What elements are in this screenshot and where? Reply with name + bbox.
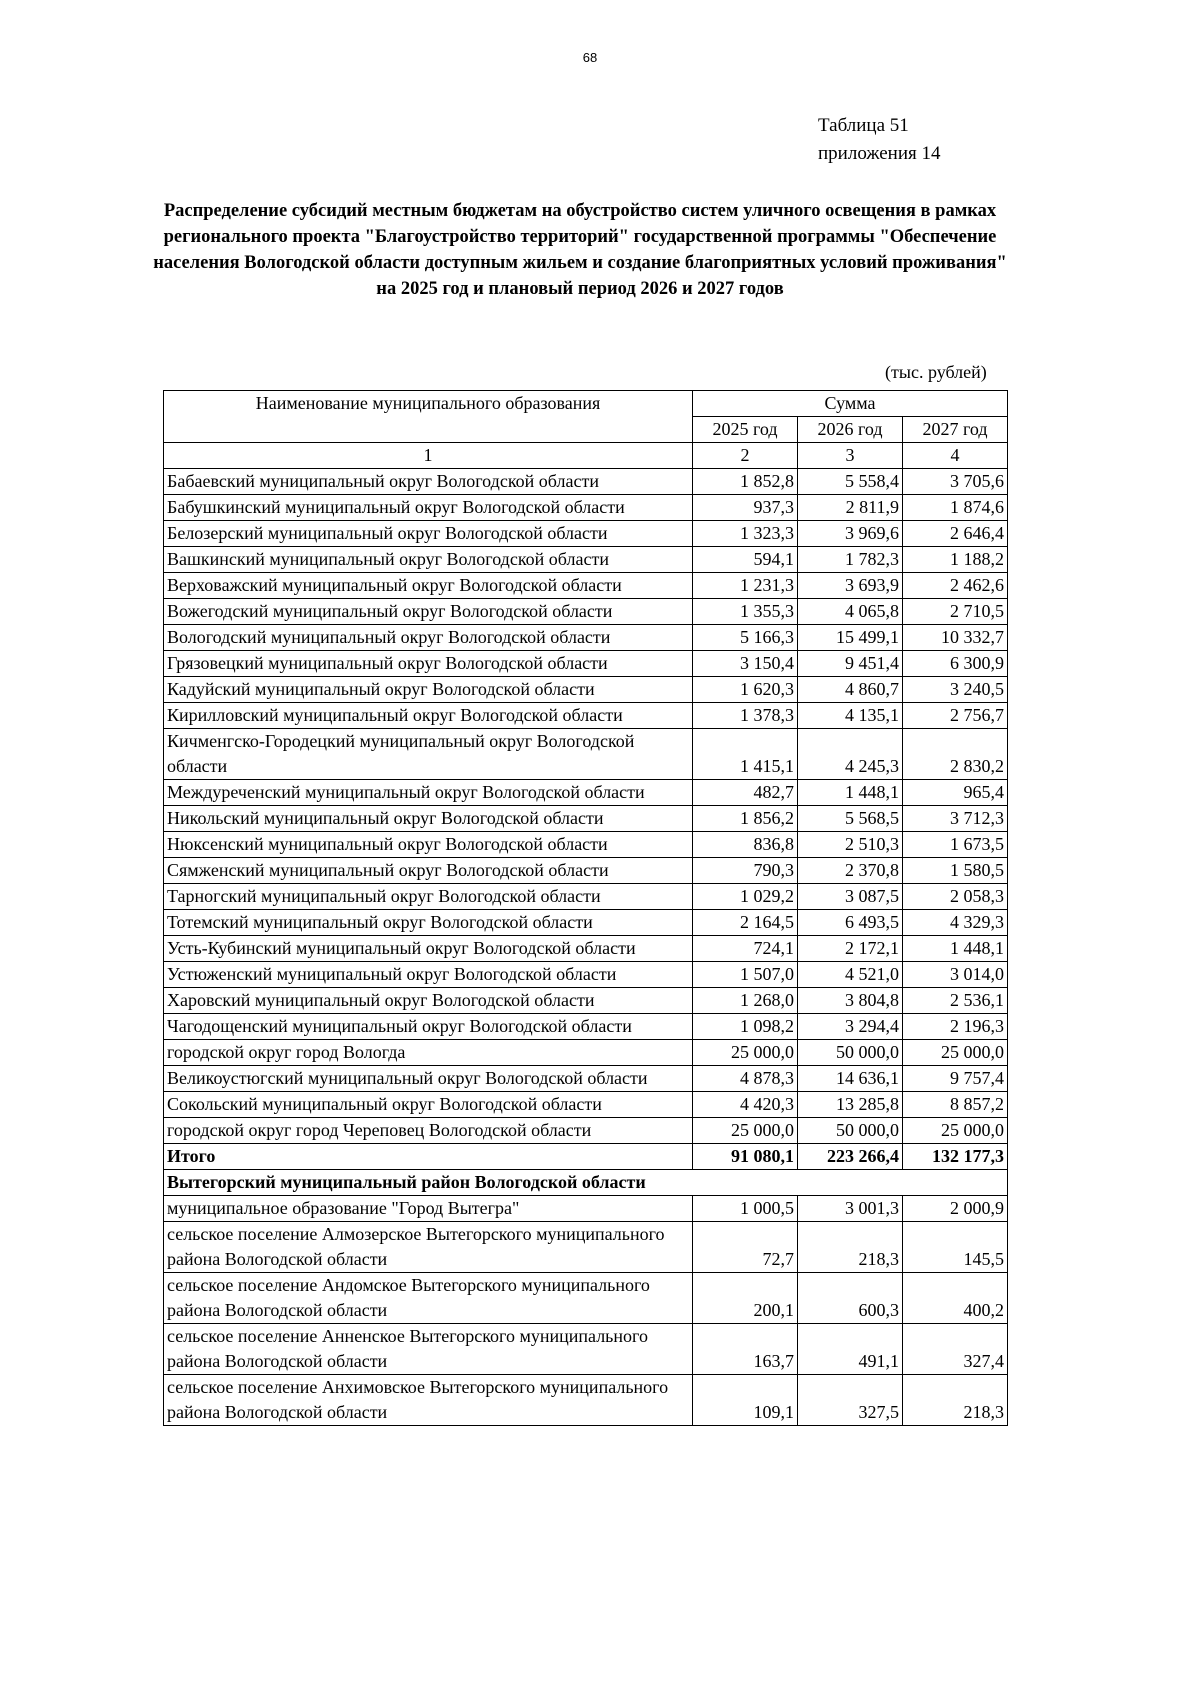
row-name: городской округ город Череповец Вологодской области (164, 1118, 693, 1144)
value-2027: 965,4 (903, 780, 1008, 806)
section-title: Вытегорский муниципальный район Вологодской области (164, 1170, 1008, 1196)
value-2025: 1 000,5 (693, 1196, 798, 1222)
value-2025: 482,7 (693, 780, 798, 806)
value-2027: 25 000,0 (903, 1040, 1008, 1066)
value-2026: 2 172,1 (798, 936, 903, 962)
value-2027: 2 058,3 (903, 884, 1008, 910)
value-2027: 400,2 (903, 1273, 1008, 1324)
value-2025: 1 378,3 (693, 703, 798, 729)
value-2027: 2 462,6 (903, 573, 1008, 599)
value-2025: 25 000,0 (693, 1118, 798, 1144)
value-2026: 3 693,9 (798, 573, 903, 599)
row-name: Сокольский муниципальный округ Вологодской области (164, 1092, 693, 1118)
value-2026: 50 000,0 (798, 1040, 903, 1066)
value-2027: 9 757,4 (903, 1066, 1008, 1092)
value-2025: 2 164,5 (693, 910, 798, 936)
header-row (164, 391, 1008, 417)
table-row (164, 1375, 1008, 1426)
table-row (164, 469, 1008, 495)
value-2026: 6 493,5 (798, 910, 903, 936)
value-2027: 1 448,1 (903, 936, 1008, 962)
value-2026: 4 245,3 (798, 729, 903, 780)
value-2026: 4 860,7 (798, 677, 903, 703)
value-2026: 1 782,3 (798, 547, 903, 573)
row-name: Кадуйский муниципальный округ Вологодской области (164, 677, 693, 703)
header-sum: Сумма (693, 391, 1008, 417)
value-2026: 13 285,8 (798, 1092, 903, 1118)
title-period: на 2025 год и плановый период 2026 и 2027 годов (376, 279, 784, 299)
value-2025: 4 420,3 (693, 1092, 798, 1118)
value-2027: 2 756,7 (903, 703, 1008, 729)
value-2027: 1 188,2 (903, 547, 1008, 573)
row-name: Великоустюгский муниципальный округ Вологодской области (164, 1066, 693, 1092)
value-2026: 223 266,4 (798, 1144, 903, 1170)
value-2025: 1 355,3 (693, 599, 798, 625)
value-2027: 2 000,9 (903, 1196, 1008, 1222)
value-2027: 25 000,0 (903, 1118, 1008, 1144)
table-row (164, 936, 1008, 962)
value-2027: 3 712,3 (903, 806, 1008, 832)
value-2027: 4 329,3 (903, 910, 1008, 936)
value-2025: 1 415,1 (693, 729, 798, 780)
section-header-row (164, 1170, 1008, 1196)
table-row (164, 1092, 1008, 1118)
value-2026: 14 636,1 (798, 1066, 903, 1092)
value-2026: 600,3 (798, 1273, 903, 1324)
value-2026: 491,1 (798, 1324, 903, 1375)
row-name: Вологодский муниципальный округ Вологодской области (164, 625, 693, 651)
table-row (164, 495, 1008, 521)
value-2026: 3 001,3 (798, 1196, 903, 1222)
value-2027: 1 580,5 (903, 858, 1008, 884)
row-name: Верховажский муниципальный округ Вологодской области (164, 573, 693, 599)
row-name: Никольский муниципальный округ Вологодской области (164, 806, 693, 832)
row-name: Нюксенский муниципальный округ Вологодской области (164, 832, 693, 858)
table-row (164, 599, 1008, 625)
header-year-2026: 2026 год (798, 417, 903, 443)
table-row (164, 1118, 1008, 1144)
table-row (164, 703, 1008, 729)
value-2025: 4 878,3 (693, 1066, 798, 1092)
row-name: Грязовецкий муниципальный округ Вологодской области (164, 651, 693, 677)
row-name: Бабаевский муниципальный округ Вологодской области (164, 469, 693, 495)
value-2026: 3 087,5 (798, 884, 903, 910)
value-2025: 594,1 (693, 547, 798, 573)
value-2026: 2 510,3 (798, 832, 903, 858)
value-2025: 836,8 (693, 832, 798, 858)
value-2025: 1 620,3 (693, 677, 798, 703)
value-2027: 145,5 (903, 1222, 1008, 1273)
row-name: Итого (164, 1144, 693, 1170)
value-2026: 327,5 (798, 1375, 903, 1426)
col-number-4: 4 (903, 443, 1008, 469)
table-row (164, 988, 1008, 1014)
row-name: Харовский муниципальный округ Вологодской области (164, 988, 693, 1014)
table-row (164, 625, 1008, 651)
value-2025: 1 852,8 (693, 469, 798, 495)
value-2025: 790,3 (693, 858, 798, 884)
table-row (164, 1040, 1008, 1066)
value-2025: 1 856,2 (693, 806, 798, 832)
value-2026: 50 000,0 (798, 1118, 903, 1144)
value-2025: 724,1 (693, 936, 798, 962)
value-2026: 218,3 (798, 1222, 903, 1273)
row-name: сельское поселение Анхимовское Вытегорского муниципального района Вологодской области (164, 1375, 693, 1426)
table-row (164, 651, 1008, 677)
value-2026: 4 521,0 (798, 962, 903, 988)
table-row (164, 729, 1008, 780)
value-2025: 937,3 (693, 495, 798, 521)
row-name: сельское поселение Анненское Вытегорского муниципального района Вологодской области (164, 1324, 693, 1375)
table-annex-label (818, 112, 940, 168)
value-2027: 327,4 (903, 1324, 1008, 1375)
table-row (164, 1014, 1008, 1040)
value-2025: 1 323,3 (693, 521, 798, 547)
value-2025: 5 166,3 (693, 625, 798, 651)
page-number: 68 (582, 50, 598, 65)
subsidy-table (163, 390, 1008, 1426)
document-title (140, 198, 1020, 302)
row-name: сельское поселение Алмозерское Вытегорского муниципального района Вологодской области (164, 1222, 693, 1273)
value-2027: 3 014,0 (903, 962, 1008, 988)
value-2027: 1 673,5 (903, 832, 1008, 858)
value-2026: 2 370,8 (798, 858, 903, 884)
value-2027: 2 830,2 (903, 729, 1008, 780)
col-number-3: 3 (798, 443, 903, 469)
value-2026: 5 558,4 (798, 469, 903, 495)
row-name: Сямженский муниципальный округ Вологодской области (164, 858, 693, 884)
value-2027: 2 196,3 (903, 1014, 1008, 1040)
value-2026: 4 065,8 (798, 599, 903, 625)
value-2027: 2 536,1 (903, 988, 1008, 1014)
value-2027: 10 332,7 (903, 625, 1008, 651)
table-row (164, 547, 1008, 573)
row-name: Тарногский муниципальный округ Вологодской области (164, 884, 693, 910)
table-number: Таблица 51 (818, 115, 909, 136)
row-name: Чагодощенский муниципальный округ Вологодской области (164, 1014, 693, 1040)
table-row (164, 1066, 1008, 1092)
value-2026: 3 804,8 (798, 988, 903, 1014)
row-name: Кирилловский муниципальный округ Вологодской области (164, 703, 693, 729)
value-2025: 25 000,0 (693, 1040, 798, 1066)
row-name: Вашкинский муниципальный округ Вологодской области (164, 547, 693, 573)
value-2026: 2 811,9 (798, 495, 903, 521)
table-row (164, 884, 1008, 910)
value-2027: 218,3 (903, 1375, 1008, 1426)
table-row (164, 858, 1008, 884)
row-name: Устюженский муниципальный округ Вологодской области (164, 962, 693, 988)
row-name: муниципальное образование "Город Вытегра" (164, 1196, 693, 1222)
value-2026: 5 568,5 (798, 806, 903, 832)
header-name: Наименование муниципального образования (164, 391, 693, 443)
value-2025: 1 268,0 (693, 988, 798, 1014)
value-2026: 9 451,4 (798, 651, 903, 677)
value-2027: 3 705,6 (903, 469, 1008, 495)
table-row (164, 806, 1008, 832)
table-row (164, 573, 1008, 599)
value-2027: 8 857,2 (903, 1092, 1008, 1118)
value-2025: 163,7 (693, 1324, 798, 1375)
col-number-1: 1 (164, 443, 693, 469)
title-text: Распределение субсидий местным бюджетам на обустройство систем уличного освещения в рамках регионального проекта "Благоустройство территорий" государственной программы "Обеспечение населения Вологодской области доступным жильем и создание благоприятных условий проживания" (153, 201, 1007, 273)
table-row (164, 910, 1008, 936)
row-name: Тотемский муниципальный округ Вологодской области (164, 910, 693, 936)
table-row (164, 677, 1008, 703)
header-year-2025: 2025 год (693, 417, 798, 443)
col-number-2: 2 (693, 443, 798, 469)
row-name: Вожегодский муниципальный округ Вологодской области (164, 599, 693, 625)
value-2025: 72,7 (693, 1222, 798, 1273)
value-2025: 1 098,2 (693, 1014, 798, 1040)
table-row (164, 832, 1008, 858)
row-name: сельское поселение Андомское Вытегорского муниципального района Вологодской области (164, 1273, 693, 1324)
value-2026: 4 135,1 (798, 703, 903, 729)
value-2026: 1 448,1 (798, 780, 903, 806)
table-row (164, 1324, 1008, 1375)
value-2027: 2 646,4 (903, 521, 1008, 547)
value-2027: 6 300,9 (903, 651, 1008, 677)
row-name: Кичменгско-Городецкий муниципальный округ Вологодской области (164, 729, 693, 780)
value-2025: 109,1 (693, 1375, 798, 1426)
value-2026: 15 499,1 (798, 625, 903, 651)
value-2025: 91 080,1 (693, 1144, 798, 1170)
table-row (164, 521, 1008, 547)
table-row (164, 962, 1008, 988)
row-name: Междуреченский муниципальный округ Вологодской области (164, 780, 693, 806)
table-row (164, 780, 1008, 806)
value-2025: 1 029,2 (693, 884, 798, 910)
value-2026: 3 969,6 (798, 521, 903, 547)
row-name: Усть-Кубинский муниципальный округ Вологодской области (164, 936, 693, 962)
value-2027: 3 240,5 (903, 677, 1008, 703)
value-2025: 3 150,4 (693, 651, 798, 677)
total-row (164, 1144, 1008, 1170)
value-2025: 200,1 (693, 1273, 798, 1324)
value-2025: 1 507,0 (693, 962, 798, 988)
value-2027: 132 177,3 (903, 1144, 1008, 1170)
column-numbers-row (164, 443, 1008, 469)
row-name: Белозерский муниципальный округ Вологодской области (164, 521, 693, 547)
table-row (164, 1222, 1008, 1273)
value-2026: 3 294,4 (798, 1014, 903, 1040)
value-2027: 2 710,5 (903, 599, 1008, 625)
units-label: (тыс. рублей) (885, 362, 987, 382)
row-name: Бабушкинский муниципальный округ Вологодской области (164, 495, 693, 521)
table-row (164, 1196, 1008, 1222)
row-name: городской округ город Вологда (164, 1040, 693, 1066)
table-row (164, 1273, 1008, 1324)
value-2025: 1 231,3 (693, 573, 798, 599)
annex-number: приложения 14 (818, 143, 941, 164)
header-year-2027: 2027 год (903, 417, 1008, 443)
value-2027: 1 874,6 (903, 495, 1008, 521)
